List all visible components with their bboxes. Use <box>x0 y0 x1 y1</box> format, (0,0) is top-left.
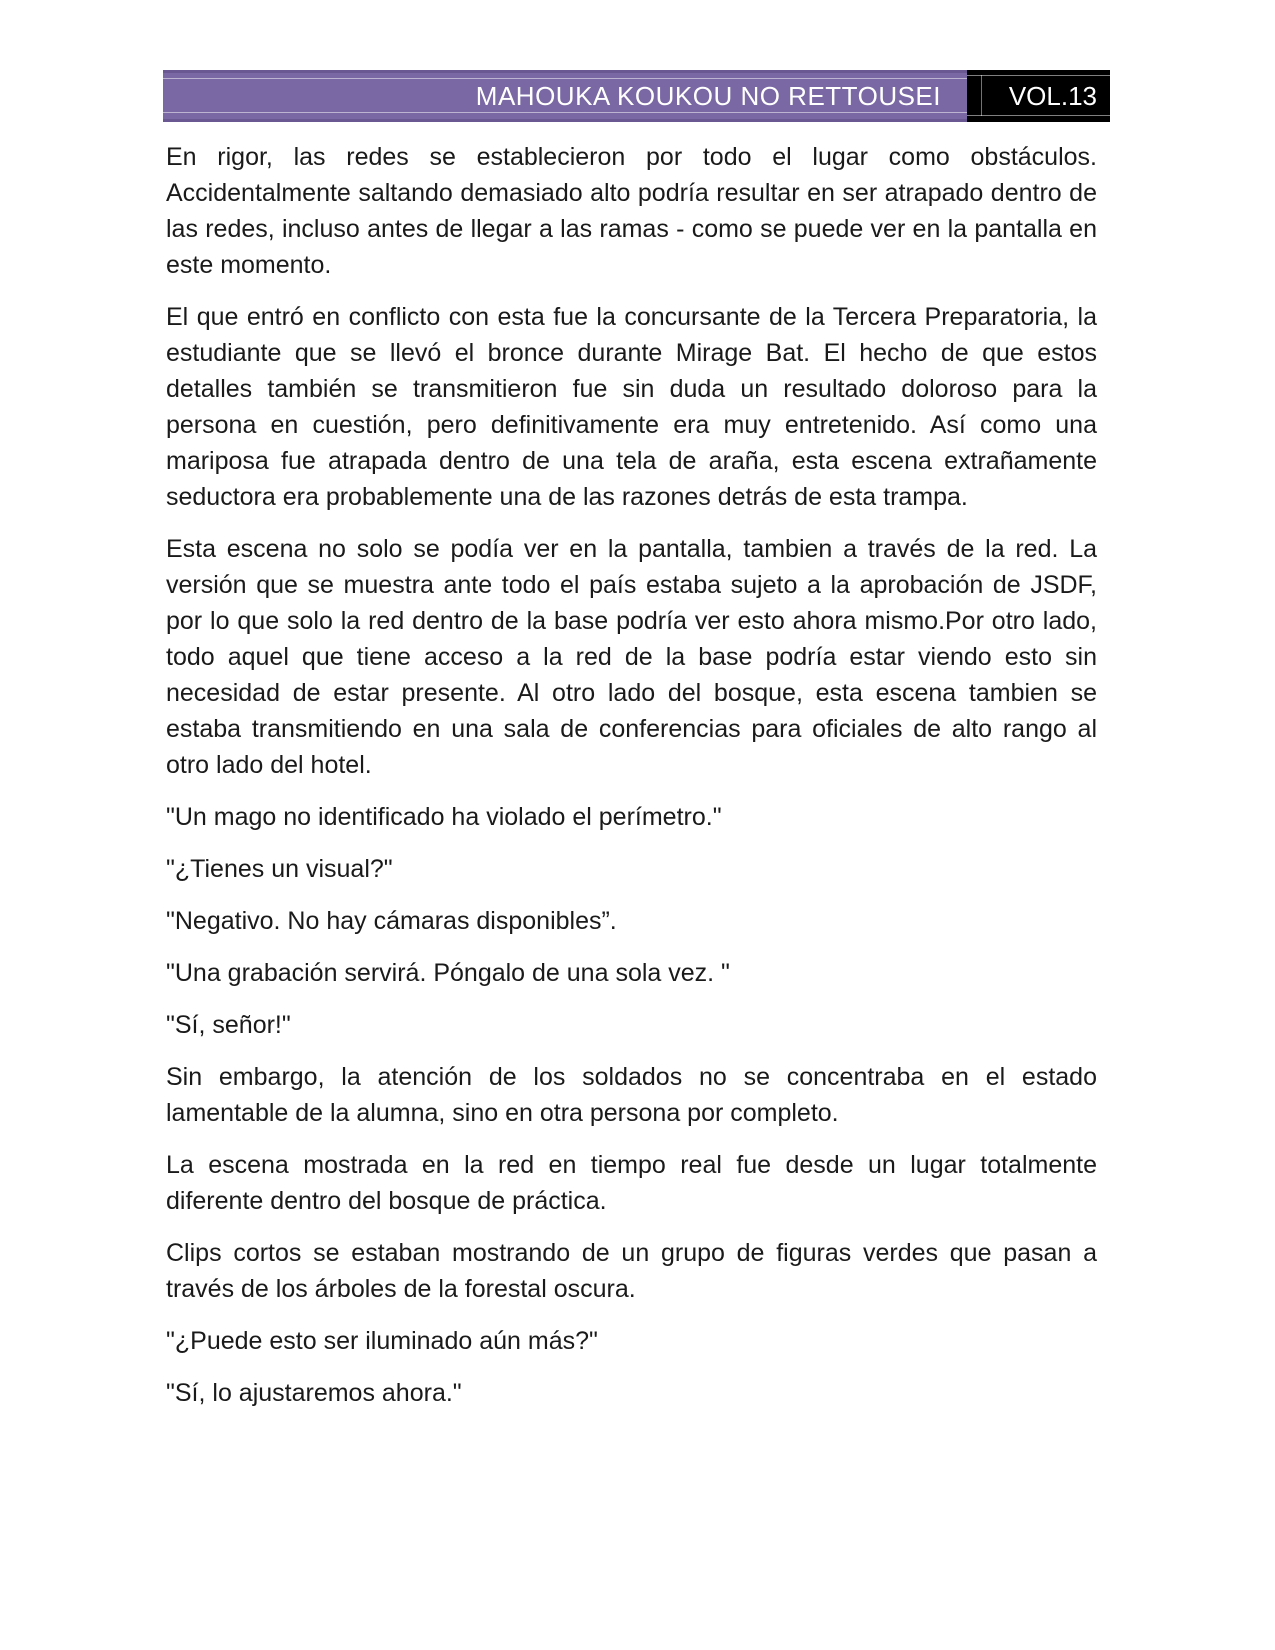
header-volume-cell <box>967 70 1110 122</box>
dialogue-line: "Sí, señor!" <box>166 1011 291 1039</box>
volume-divider-line <box>981 75 982 116</box>
paragraph: La escena mostrada en la red en tiempo real fue desde un lugar totalmente diferente dentro del bosque de práctica. <box>166 1151 1097 1215</box>
header-inner-rule-top <box>163 78 967 79</box>
volume-inner-rule-bottom <box>967 115 1110 116</box>
dialogue-line: "Negativo. No hay cámaras disponibles”. <box>166 907 617 935</box>
paragraph: El que entró en conflicto con esta fue la concursante de la Tercera Preparatoria, la estudiante que se llevó el bronce durante Mirage Bat. El hecho de que estos detalles también se transmitieron fue sin duda un resultado doloroso para la persona en cuestión, pero definitivamente era muy entretenido. Así como una mariposa fue atrapada dentro de una tela de araña, esta escena extrañamente seductora era probablemente una de las razones detrás de esta trampa. <box>166 303 1097 511</box>
header-title: MAHOUKA KOUKOU NO RETTOUSEI <box>475 80 941 111</box>
page-header <box>163 70 1110 122</box>
volume-inner-rule-top <box>967 75 1110 76</box>
paragraph: En rigor, las redes se establecieron por todo el lugar como obstáculos. Accidentalmente saltando demasiado alto podría resultar en ser atrapado dentro de las redes, incluso antes de llegar a las ramas - como se puede ver en la pantalla en este momento. <box>166 143 1097 279</box>
volume-label: VOL.13 <box>1008 80 1097 111</box>
header-title-cell <box>163 70 967 122</box>
paragraph: Esta escena no solo se podía ver en la pantalla, tambien a través de la red. La versión que se muestra ante todo el país estaba sujeto a la aprobación de JSDF, por lo que solo la red dentro de la base podría ver esto ahora mismo.Por otro lado, todo aquel que tiene acceso a la red de la base podría estar viendo esto sin necesidad de estar presente. Al otro lado del bosque, esta escena tambien se estaba transmitiendo en una sala de conferencias para oficiales de alto rango al otro lado del hotel. <box>166 535 1097 779</box>
paragraph: Sin embargo, la atención de los soldados no se concentraba en el estado lamentable de la alumna, sino en otra persona por completo. <box>166 1063 1097 1127</box>
dialogue-line: "¿Puede esto ser iluminado aún más?" <box>166 1327 598 1355</box>
page-body <box>166 139 1097 1427</box>
dialogue-line: "¿Tienes un visual?" <box>166 855 393 883</box>
header-inner-rule-bottom <box>163 112 967 113</box>
dialogue-line: "Un mago no identificado ha violado el perímetro." <box>166 803 722 831</box>
dialogue-line: "Sí, lo ajustaremos ahora." <box>166 1379 462 1407</box>
paragraph: Clips cortos se estaban mostrando de un grupo de figuras verdes que pasan a través de los árboles de la forestal oscura. <box>166 1239 1097 1303</box>
dialogue-line: "Una grabación servirá. Póngalo de una sola vez. " <box>166 959 730 987</box>
